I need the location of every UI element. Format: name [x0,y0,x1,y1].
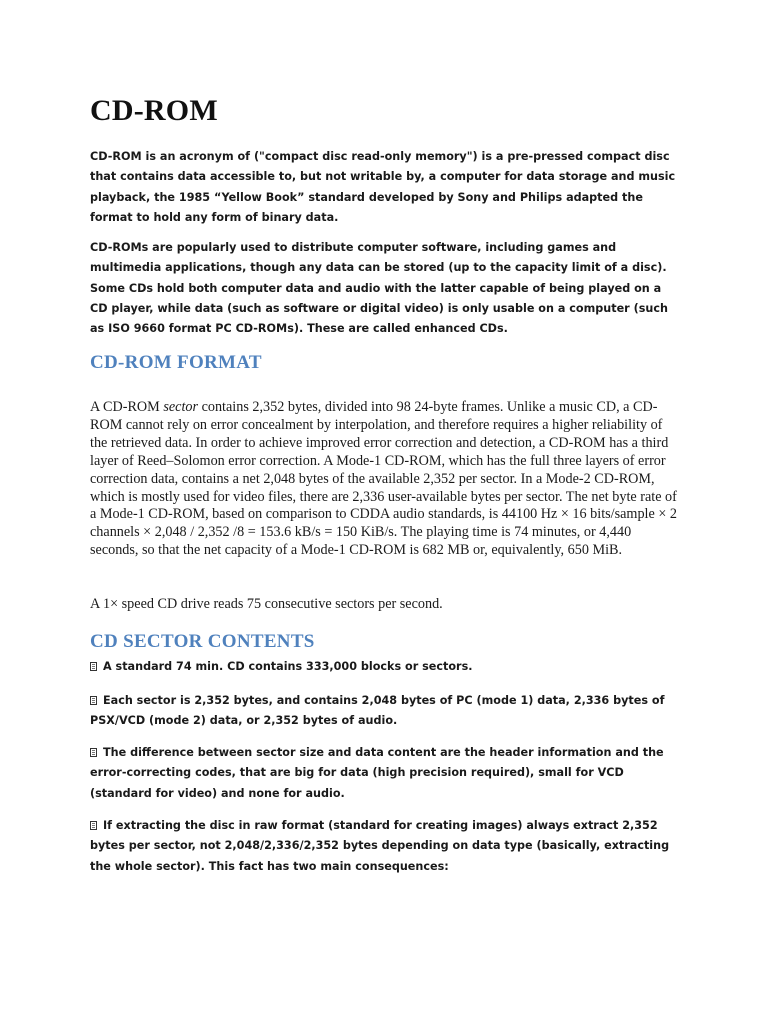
sector-bullet-2-text: Each sector is 2,352 bytes, and contains 2,048 bytes of PC (mode 1) data, 2,336 bytes of PSX/VCD (mode 2) data, or 2,352 bytes of audio. [90,694,665,728]
bullet-icon [90,662,97,671]
format-paragraph-2: A 1× speed CD drive reads 75 consecutive sectors per second. [90,596,443,612]
intro-lead-term: CD-ROM [90,150,142,163]
intro-paragraph-1 [90,147,682,228]
sector-bullet-1-text: A standard 74 min. CD contains 333,000 blocks or sectors. [103,660,473,673]
sector-bullet-2 [90,691,682,732]
sector-bullet-3-text: The difference between sector size and data content are the header information and the error-correcting codes, that are big for data (high precision required), small for VCD (standard for video) and none for audio. [90,746,664,800]
sector-bullet-4-text: If extracting the disc in raw format (standard for creating images) always extract 2,352 bytes per sector, not 2,048/2,336/2,352 bytes depending on data type (basically, extracting the whole sector). This fact has two main consequences: [90,819,670,873]
section-heading-cd-rom-format: CD-ROM FORMAT [90,352,262,373]
page-title: CD-ROM [90,94,218,127]
sector-bullet-1 [90,657,682,677]
format-paragraph-1-rest: contains 2,352 bytes, divided into 98 24-byte frames. Unlike a music CD, a CD-ROM cannot rely on error concealment by interpolation, and therefore requires a higher reliability of the retrieved data. In order to achieve improved error correction and detection, a CD-ROM has a third layer of Reed–Solomon error correction. A Mode-1 CD-ROM, which has the full three layers of error correction data, contains a net 2,048 bytes of the available 2,352 per sector. In a Mode-2 CD-ROM, which is mostly used for video files, there are 2,336 user-available bytes per sector. The net byte rate of a Mode-1 CD-ROM, based on comparison to CDDA audio standards, is 44100 Hz × 16 bits/sample × 2 channels × 2,048 / 2,352 /8 = 153.6 kB/s = 150 KiB/s. The playing time is 74 minutes, or 4,440 seconds, so that the net capacity of a Mode-1 CD-ROM is 682 MB or, equivalently, 650 MiB. [90,399,677,559]
sector-term: sector [163,399,199,415]
format-paragraph-1 [90,399,678,560]
section-heading-cd-sector-contents: CD SECTOR CONTENTS [90,631,315,652]
bullet-icon [90,696,97,705]
intro-paragraph-1-text: is an acronym of ("compact disc read-only memory") is a pre-pressed compact disc that contains data accessible to, but not writable by, a computer for data storage and music playback, the 1985 “Yellow Book” standard developed by Sony and Philips adapted the format to hold any form of binary data. [90,150,676,224]
bullet-icon [90,821,97,830]
format-paragraph-1-start: A CD-ROM [90,399,164,415]
sector-bullet-4 [90,816,682,877]
sector-bullet-3 [90,743,682,804]
bullet-icon [90,748,97,757]
intro-paragraph-2: CD-ROMs are popularly used to distribute computer software, including games and multimedia applications, though any data can be stored (up to the capacity limit of a disc). Some CDs hold both computer data and audio with the latter capable of being played on a CD player, while data (such as software or digital video) is only usable on a computer (such as ISO 9660 format PC CD-ROMs). These are called enhanced CDs. [90,241,668,336]
